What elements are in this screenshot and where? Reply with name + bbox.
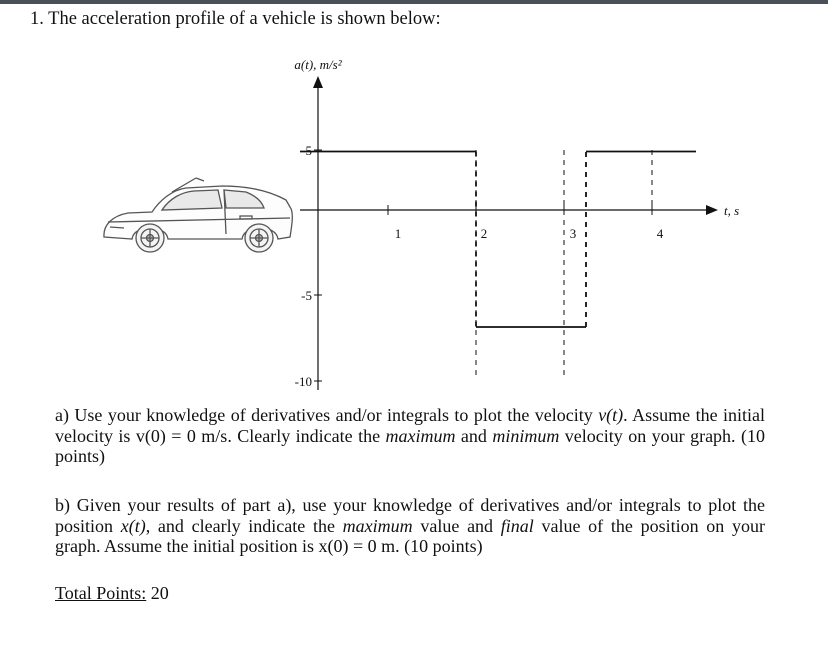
y-tick-label: -5 [301,288,312,303]
y-tick-label: -10 [294,374,312,389]
maximum-emphasis: maximum [342,515,413,536]
part-b-text: . (10 points) [395,536,483,556]
y-axis-arrow-icon [313,76,323,88]
question-title: 1. The acceleration profile of a vehicle is shown below: [30,9,441,29]
velocity-symbol: v(t) [598,405,624,425]
acceleration-chart [0,40,828,400]
x-axis-arrow-icon [706,205,718,215]
part-a-question [55,405,765,467]
x-tick-label: 2 [480,226,488,241]
total-points-value: 20 [150,583,169,603]
position-symbol: x(t) [120,515,146,536]
final-emphasis: final [500,515,534,536]
part-b-text: , and clearly indicate the [145,515,343,536]
top-bar [0,0,828,4]
part-b-text: value and [412,515,501,536]
y-tick-label: 5 [305,143,312,158]
y-axis-label: a(t), m/s² [294,57,342,72]
initial-velocity: v(0) = 0 m/s [135,425,228,446]
part-b-text: value of the position on your graph. Assume the initial position is [55,515,765,556]
part-b-question [55,495,765,557]
total-points-label: Total Points: [55,583,147,603]
minimum-emphasis: minimum [492,425,560,446]
part-a-text: . Clearly indicate the [227,425,386,446]
initial-position: x(0) = 0 m [318,536,396,556]
x-tick-label: 1 [394,226,402,241]
x-tick-label: 3 [569,226,577,241]
car-icon [104,178,292,252]
part-b-text: b) Given your results of part a), use your knowledge of derivatives and/or integrals to plot the position [55,495,765,536]
x-axis-label: t, s [724,203,740,218]
part-a-text: a) Use your knowledge of derivatives and/or integrals to plot the velocity [55,405,599,425]
part-a-text: and [455,425,493,446]
total-points [55,583,169,604]
x-tick-label: 4 [656,226,664,241]
part-a-text: velocity on your graph. (10 points) [55,425,765,466]
maximum-emphasis: maximum [385,425,456,446]
part-a-text: . Assume the initial velocity is [55,405,765,446]
